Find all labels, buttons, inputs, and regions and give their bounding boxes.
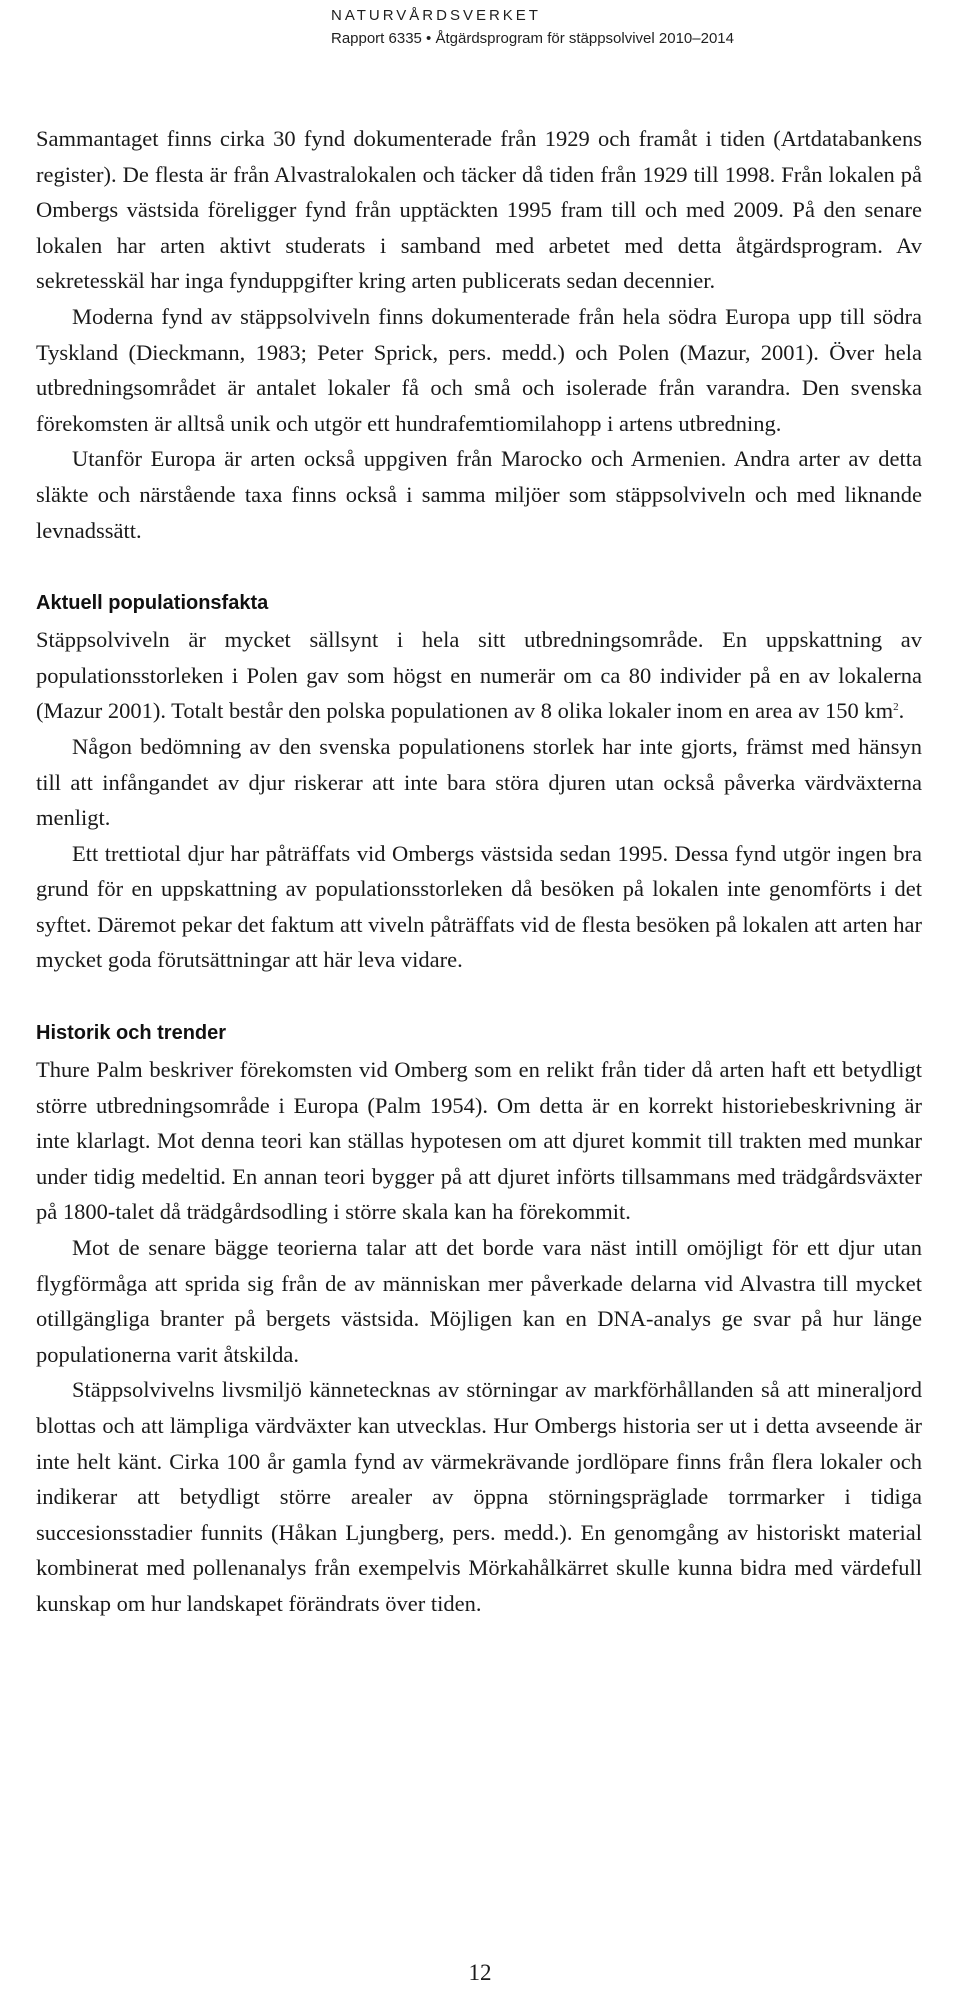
page-body (36, 121, 922, 1622)
superscript: 2 (893, 701, 899, 714)
paragraph-text: Stäppsolviveln är mycket sällsynt i hela sitt utbredningsområde. En uppskattning av populationsstorleken i Polen gav som högst en numerär om ca 80 individer på en av lokalerna (Mazur 2001). Totalt består den polska populationen av 8 olika lokaler inom en area av 150 km (36, 627, 922, 724)
paragraph: Ett trettiotal djur har påträffats vid Ombergs västsida sedan 1995. Dessa fynd utgör ingen bra grund för en uppskattning av populationsstorleken då besöken på lokalen inte genomförts i det syftet. Däremot pekar det faktum att viveln påträffats vid de flesta besöken på lokalen att arten har mycket goda förutsättningar att här leva vidare. (36, 840, 922, 973)
paragraph: Moderna fynd av stäppsolviveln finns dokumenterade från hela södra Europa upp till södra Tyskland (Dieckmann, 1983; Peter Sprick, pers. medd.) och Polen (Mazur, 2001). Över hela utbredningsområdet är antalet lokaler få och små och isolerade från varandra. Den svenska förekomsten är alltså unik och utgör ett hundrafemtiomilahopp i artens utbredning. (36, 303, 922, 436)
paragraph: Någon bedömning av den svenska populationens storlek har inte gjorts, främst med hänsyn till att infångandet av djur riskerar att inte bara störa djuren utan också påverka värdväxterna menligt. (36, 733, 922, 831)
paragraph: Utanför Europa är arten också uppgiven från Marocko och Armenien. Andra arter av detta släkte och närstående taxa finns också i samma miljöer som stäppsolviveln och med liknande levnadssätt. (36, 446, 922, 543)
report-title: Rapport 6335 • Åtgärdsprogram för stäppsolvivel 2010–2014 (330, 30, 734, 47)
paragraph: Mot de senare bägge teorierna talar att det borde vara näst intill omöjligt för ett djur utan flygförmåga att sprida sig från de av människan mer påverkade delarna vid Alvastra till mycket otillgängliga branter på bergets västsida. Möjligen kan en DNA-analys ge svar på hur länge populationerna varit åtskilda. (36, 1235, 922, 1367)
page-number: 12 (468, 1960, 492, 1985)
paragraph (36, 622, 922, 729)
paragraph-end: . (898, 698, 905, 724)
paragraph: Stäppsolvivelns livsmiljö kännetecknas av störningar av markförhållanden så att mineraljord blottas och att lämpliga värdväxter kan utvecklas. Hur Ombergs historia ser ut i detta avseende är inte helt känt. Cirka 100 år gamla fynd av värmekrävande jordlöpare finns från flera lokaler och indikerar att betydligt större arealer av öppna störningspräglade torrmarker i tidiga succesionsstadier funnits (Håkan Ljungberg, pers. medd.). En genomgång av historiskt material kombinerat med pollenanalys från exempelvis Mörkahålkärret skulle kunna bidra med värdefull kunskap om hur landskapet förändrats över tiden. (36, 1377, 922, 1616)
running-head (331, 6, 734, 50)
section-heading-history: Historik och trender (36, 1022, 227, 1045)
agency-name: NATURVÅRDSVERKET (330, 7, 541, 24)
paragraph: Thure Palm beskriver förekomsten vid Omberg som en relikt från tider då arten haft ett betydligt större utbredningsområde i Europa (Palm 1954). Om detta är en korrekt historiebeskrivning är inte klarlagt. Mot denna teori kan ställas hypotesen om att djuret kommit till trakten med munkar under tidig medeltid. En annan teori bygger på att djuret införts tillsammans med trädgårdsväxter på 1800-talet då trädgårdsodling i större skala kan ha förekommit. (36, 1057, 922, 1225)
paragraph: Sammantaget finns cirka 30 fynd dokumenterade från 1929 och framåt i tiden (Artdatabankens register). De flesta är från Alvastralokalen och täcker då tiden från 1929 till 1998. Från lokalen på Ombergs västsida föreligger fynd från upptäckten 1995 fram till och med 2009. På den senare lokalen har arten aktivt studerats i samband med arbetet med detta åtgärdsprogram. Av sekretesskäl har inga fynduppgifter kring arten publicerats sedan decennier. (36, 126, 922, 294)
section-heading-population: Aktuell populationsfakta (36, 592, 269, 615)
